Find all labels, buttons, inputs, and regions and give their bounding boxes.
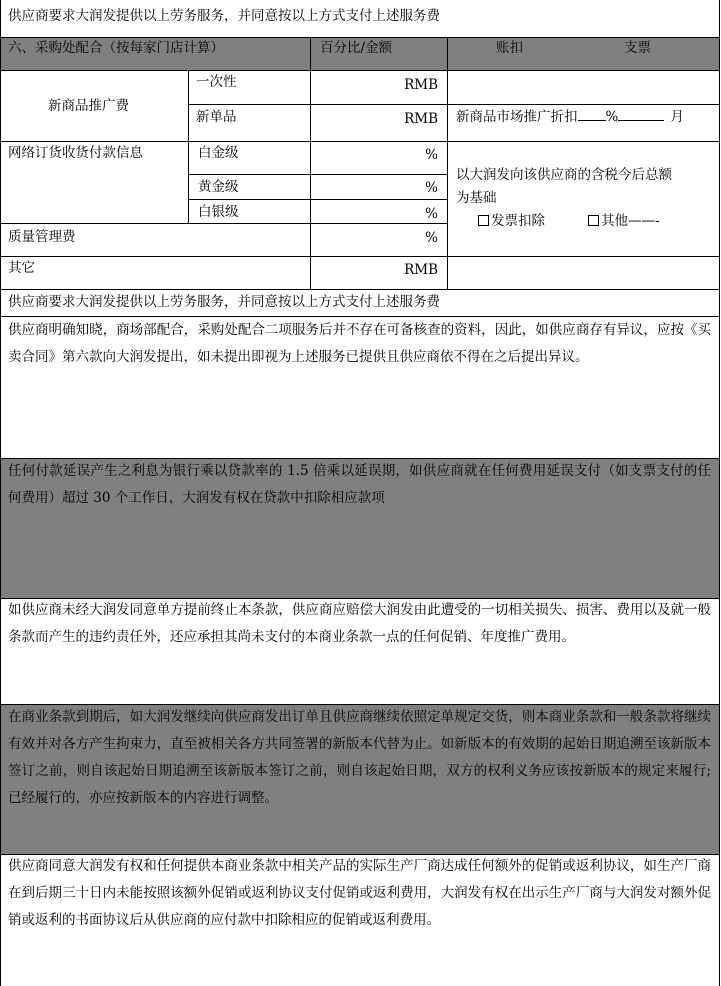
clause-5: 供应商同意大润发有权和任何提供本商业条款中相关产品的实际生产厂商达成任何额外的促销或返利协议，如生产厂商在到后期三十日内未能按照该额外促销或返利协议支付促销或返利费用，大润发有权在出示生产厂商与大润发对额外促销或返利的书面协议后从供应商的应付款中扣除相应的促销或返利费用。: [8, 858, 711, 928]
quality-mgmt-unit: %: [425, 230, 438, 246]
rule: [0, 289, 720, 290]
one-time-unit: RMB: [404, 77, 438, 93]
rule-v: [310, 37, 311, 289]
clause-2: 任何付款延误产生之利息为银行乘以贷款率的 1.5 倍乘以延误期，如供应商就在任何费用延误支付（如支票支付的任何费用）超过 30 个工作日，大润发有权在贷款中扣除相应款项: [8, 463, 711, 506]
other-method-label: 其他——-: [601, 213, 660, 229]
rule: [0, 256, 720, 257]
quality-mgmt-label: 质量管理费: [8, 229, 76, 245]
silver-label: 白银级: [198, 204, 239, 220]
gold-label: 黄金级: [198, 179, 239, 195]
rule: [0, 223, 448, 224]
check-header: 支票: [624, 40, 651, 56]
base-line-1: 以大润发向该供应商的含税今后总额: [456, 167, 672, 183]
discount-blank[interactable]: [578, 120, 606, 121]
section-title: 六、采购处配合（按每家门店计算）: [8, 40, 224, 56]
one-time-label: 一次性: [196, 74, 237, 90]
platinum-unit: %: [425, 147, 438, 163]
rule-v: [188, 70, 189, 223]
platinum-label: 白金级: [198, 145, 239, 161]
left-border: [0, 0, 1, 986]
other-method-option[interactable]: [588, 212, 660, 230]
right-border: [719, 0, 720, 986]
other-unit: RMB: [404, 262, 438, 278]
rule: [188, 199, 448, 200]
invoice-deduct-label: 发票扣除: [491, 213, 545, 229]
rule-v: [447, 37, 448, 289]
rule: [0, 70, 720, 71]
silver-unit: %: [425, 206, 438, 222]
pct-amount-header: 百分比/金额: [320, 40, 393, 56]
deduction-header: 账扣: [496, 40, 523, 56]
market-discount: [456, 108, 684, 126]
other-method-checkbox[interactable]: [588, 215, 599, 226]
market-discount-pct: %: [605, 109, 619, 125]
invoice-deduct-option[interactable]: [478, 212, 545, 230]
network-order-label: 网络订货收货付款信息: [8, 145, 143, 161]
clause-3: 如供应商未经大润发同意单方提前终止本条款，供应商应赔偿大润发由此遭受的一切相关损失、损害、费用以及就一般条款而产生的违约责任外，还应承担其尚未支付的本商业条款一点的任何促销、年度推广费用。: [8, 602, 711, 645]
base-line-2: 为基础: [456, 190, 497, 206]
market-discount-prefix: 新商品市场推广折扣: [456, 109, 578, 125]
new-single-label: 新单品: [196, 109, 237, 125]
new-product-promo-label: 新商品推广费: [48, 98, 129, 114]
rule: [0, 37, 720, 38]
rule: [188, 174, 448, 175]
gold-unit: %: [425, 180, 438, 196]
invoice-deduct-checkbox[interactable]: [478, 215, 489, 226]
new-single-unit: RMB: [404, 111, 438, 127]
bottom-note: 供应商要求大润发提供以上劳务服务，并同意按以上方式支付上述服务费: [8, 294, 440, 310]
rule: [188, 104, 720, 105]
other-label: 其它: [8, 260, 35, 276]
clause-1: 供应商明确知晓，商场部配合，采购处配合二项服务后并不存在可备核查的资料，因此，如供应商存有异议，应按《买卖合同》第六款向大润发提出，如未提出即视为上述服务已提供且供应商依不得在之后提出异议。: [8, 322, 711, 365]
rule: [0, 141, 720, 142]
top-note: 供应商要求大润发提供以上劳务服务，并同意按以上方式支付上述服务费: [8, 8, 440, 24]
month-blank[interactable]: [618, 120, 664, 121]
clause-4: 在商业条款到期后，如大润发继续向供应商发出订单且供应商继续依照定单规定交货，则本商业条款和一般条款将继续有效并对各方产生拘束力，直至被相关各方共同签署的新版本代替为止。如新版本的有效期的起始日期追溯至该新版本签订之前，则自该起始日期追溯至该新版本签订之前，则自该起始日期，双方的权利义务应该按新版本的规定来履行;已经履行的，亦应按新版本的内容进行调整。: [8, 709, 711, 806]
market-discount-month: 月: [670, 109, 684, 125]
